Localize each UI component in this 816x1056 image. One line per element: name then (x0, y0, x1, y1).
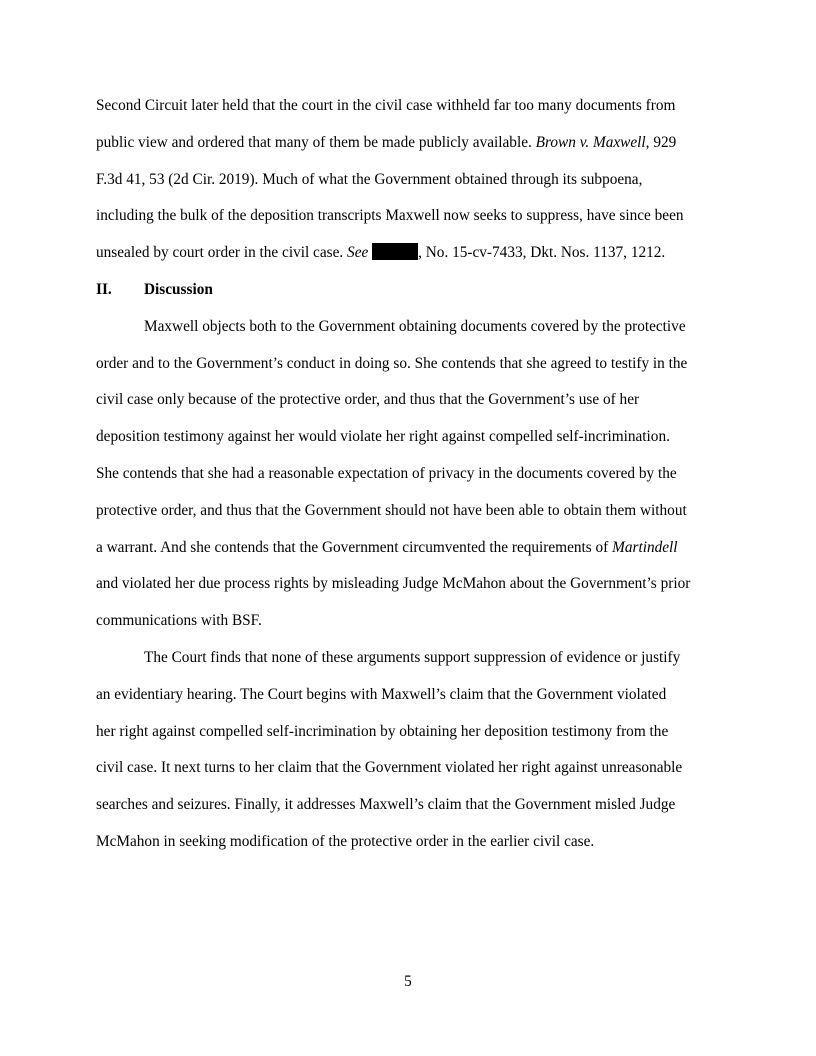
paragraph-2-line-8: and violated her due process rights by misleading Judge McMahon about the Government’s prior (96, 575, 691, 592)
paragraph-1-line-3: F.3d 41, 53 (2d Cir. 2019). Much of what the Government obtained through its subpoena, (96, 171, 643, 188)
paragraph-3-line-5: searches and seizures. Finally, it addresses Maxwell’s claim that the Government misled Judge (96, 796, 676, 813)
paragraph-2-line-6: protective order, and thus that the Government should not have been able to obtain them without (96, 502, 687, 519)
section-number: II. (96, 281, 112, 298)
paragraph-2-line-5: She contends that she had a reasonable expectation of privacy in the documents covered by the (96, 465, 677, 482)
paragraph-3-line-1: The Court finds that none of these arguments support suppression of evidence or justify (144, 649, 681, 666)
paragraph-2-line-2: order and to the Government’s conduct in doing so. She contends that she agreed to testify in the (96, 355, 688, 372)
case-citation-martindell: Martindell (612, 539, 678, 556)
section-title: Discussion (144, 281, 213, 298)
paragraph-2-line-7: a warrant. And she contends that the Government circumvented the requirements of Martindell (96, 539, 678, 556)
page-number: 5 (404, 973, 412, 990)
paragraph-2-line-1: Maxwell objects both to the Government obtaining documents covered by the protective (144, 318, 686, 335)
paragraph-1-line-2: public view and ordered that many of them be made publicly available. Brown v. Maxwell, 929 (96, 134, 677, 151)
redaction-block (372, 243, 418, 260)
paragraph-2-line-9: communications with BSF. (96, 612, 262, 629)
paragraph-1-line-1: Second Circuit later held that the court in the civil case withheld far too many documents from (96, 97, 676, 114)
paragraph-1-line-4: including the bulk of the deposition transcripts Maxwell now seeks to suppress, have since been (96, 207, 684, 224)
paragraph-1-line-5: unsealed by court order in the civil case. See , No. 15-cv-7433, Dkt. Nos. 1137, 1212. (96, 244, 666, 261)
paragraph-3-line-3: her right against compelled self-incrimination by obtaining her deposition testimony from the (96, 723, 669, 740)
see-signal: See (347, 244, 369, 261)
paragraph-3-line-4: civil case. It next turns to her claim that the Government violated her right against unreasonable (96, 759, 683, 776)
paragraph-2-line-3: civil case only because of the protective order, and thus that the Government’s use of her (96, 391, 640, 408)
paragraph-3-line-2: an evidentiary hearing. The Court begins with Maxwell’s claim that the Government violated (96, 686, 667, 703)
paragraph-2-line-4: deposition testimony against her would violate her right against compelled self-incrimination. (96, 428, 670, 445)
paragraph-3-line-6: McMahon in seeking modification of the protective order in the earlier civil case. (96, 833, 595, 850)
case-citation-brown-v-maxwell: Brown v. Maxwell (535, 134, 646, 151)
